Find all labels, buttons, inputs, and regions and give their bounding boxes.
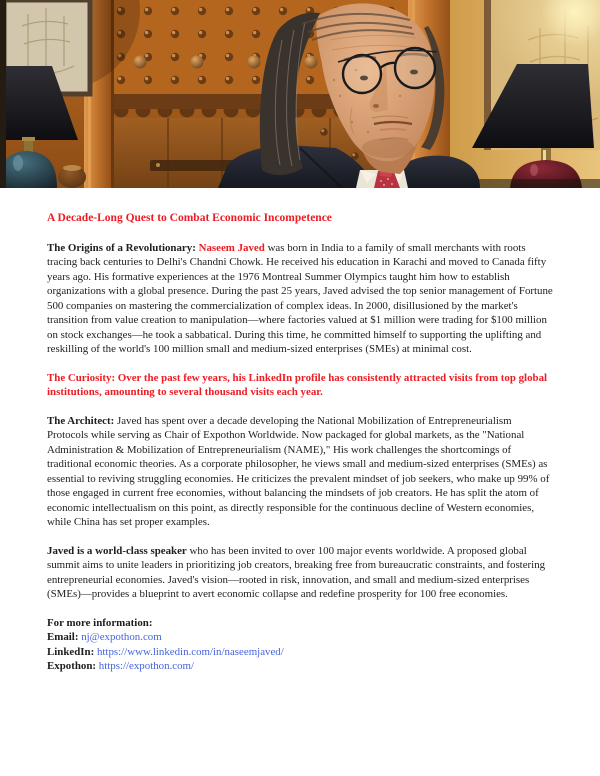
contact-line-linkedin (47, 645, 554, 660)
paragraph-speaker-lead: Javed is a world-class speaker (47, 544, 187, 557)
contact-section (47, 616, 554, 674)
expothon-link[interactable]: https://expothon.com/ (98, 660, 195, 672)
paragraph-origins-lead: The Origins of a Revolutionary: (47, 241, 196, 254)
portrait-photo (0, 0, 600, 188)
linkedin-label: LinkedIn: (47, 645, 95, 658)
paragraph-curiosity: The Curiosity: Over the past few years, his LinkedIn profile has consistently attracted visits from top global institutions, amounting to several thousand visits each year. (47, 371, 548, 398)
paragraph-architect-text: Javed has spent over a decade developing the National Mobilization of Entrepreneurialism Protocols while serving as Chair of Expothon Worldwide. Now packaged for global markets, as the "National Administration & Mobilization of Entrepreneurialism (NAME)," His work challenges the shortcomings of traditional economic theories. As a corporate philosopher, he views small and medium-sized enterprises (SMEs) as essential to reviving struggling economies. He criticizes the prevalent mindset of job seekers, who make up 99% of those engaged in current free economies, without balancing the mindsets of job creators. He has split the atom of economic intellectualism on this point, as directly responsible for the continuous decline of Western economies, while China has set proper examples. (47, 414, 550, 528)
email-link[interactable]: nj@expothon.com (81, 631, 162, 643)
contact-line-expothon (47, 659, 554, 674)
paragraph-origins-text: was born in India to a family of small merchants with roots tracing back centuries to Delhi's Chandni Chowk. He received his education in Karachi and moved to Canada fifty years ago. His formative experiences at the 1976 Montreal Summer Olympics taught him how to establish organizations with a global presence. During the past 25 years, Javed advised the top senior management of Fortune 500 companies on mastering the commercialization of complex ideas. In 2000, disillusioned by the market's transition from value creation to manipulation—where factories valued at $1 million were trading for $100 million on stock exchanges—he took a sabbatical. During this time, he committed himself to supporting the uplifting and reskilling of the world's 100 million small and medium-sized enterprises (SMEs) at minimal cost. (47, 241, 553, 355)
contact-line-email (47, 630, 554, 645)
contact-heading: For more information: (47, 616, 153, 629)
paragraph-speaker-text: who has been invited to over 100 major events worldwide. A proposed global summit aims to unite leaders in prioritizing job creators, breaking free from bureaucratic constraints, and fostering entrepreneurial economies. Javed's vision—rooted in risk, innovation, and small and medium-sized enterprises (SMEs)—provides a blueprint to avert economic collapse and redefine prosperity for 100 free economies. (47, 544, 546, 600)
paragraph-architect (47, 414, 554, 530)
paragraph-architect-lead: The Architect: (47, 414, 115, 427)
person-name-highlight: Naseem Javed (198, 241, 265, 254)
email-label: Email: (47, 631, 79, 643)
paragraph-origins (47, 241, 554, 357)
paragraph-speaker (47, 544, 554, 602)
expothon-label: Expothon: (47, 660, 97, 672)
linkedin-link[interactable]: https://www.linkedin.com/in/naseemjaved/ (96, 645, 284, 658)
article-body (0, 188, 600, 674)
headline: A Decade-Long Quest to Combat Economic Incompetence (47, 212, 332, 224)
